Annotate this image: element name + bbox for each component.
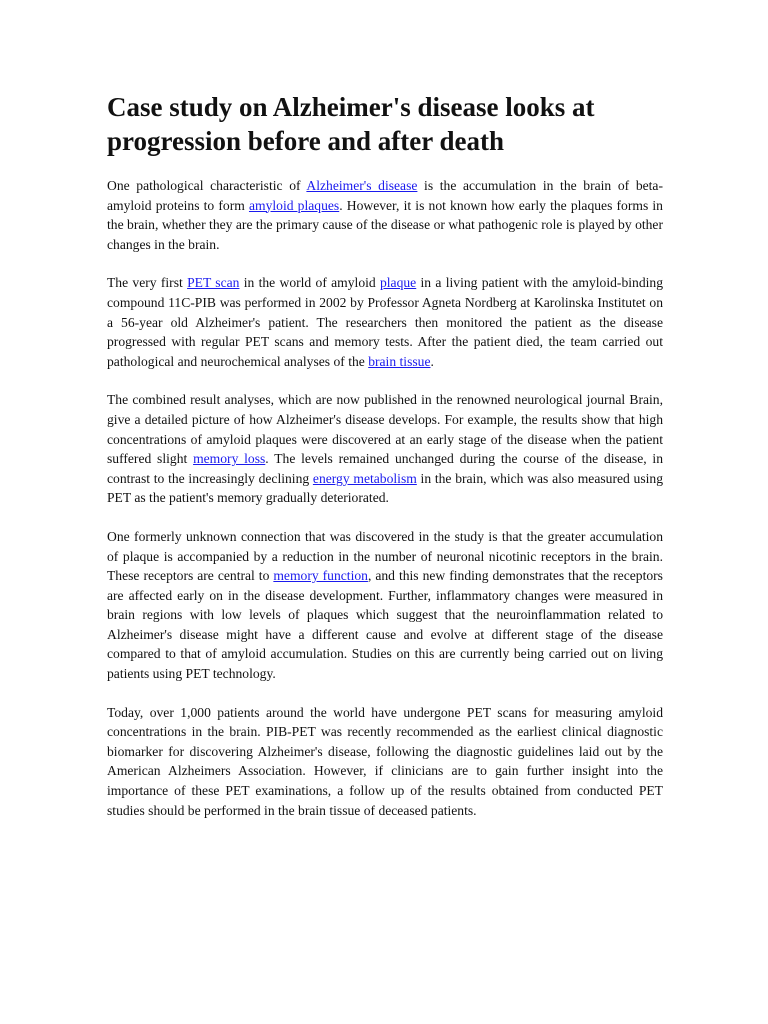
link-amyloid-plaques[interactable]: amyloid plaques <box>248 197 340 213</box>
paragraph-text: . The levels remained unchanged during the course of the disease, in contrast to the increasingly declining <box>107 451 663 486</box>
link-pet-scan[interactable]: PET scan <box>187 275 240 291</box>
paragraph-text: One pathological characteristic of <box>107 178 307 193</box>
paragraph-text: in a living patient with the amyloid-binding compound 11C-PIB was performed in 2002 by Professor Agneta Nordberg at Karolinska Institutet on a 56-year old Alzheimer's patient. The researchers then monitored the patient as the disease progressed with regular PET scans and memory tests. After the patient died, the team carried out pathological and neurochemical analyses of the <box>107 275 663 369</box>
link-memory-function[interactable]: memory function <box>273 568 368 584</box>
paragraph-text: The combined result analyses, which are now published in the renowned neurological journal Brain, give a detailed picture of how Alzheimer's disease develops. For example, the results show that high concentrations of amyloid plaques were discovered at an early stage of the disease when the patient suffered slight <box>107 392 663 467</box>
paragraph-text: Today, over 1,000 patients around the world have undergone PET scans for measuring amyloid concentrations in the brain. PIB-PET was recently recommended as the earliest clinical diagnostic biomarker for discovering Alzheimer's disease, following the diagnostic guidelines laid out by the American Alzheimers Association. However, if clinicians are to gain further insight into the importance of these PET examinations, a follow up of the results obtained from conducted PET studies should be performed in the brain tissue of deceased patients. <box>107 704 663 818</box>
paragraph-text: The very first <box>107 275 188 291</box>
paragraph-text: One formerly unknown connection that was discovered in the study is that the greater accumulation of plaque is accompanied by a reduction in the number of neuronal nicotinic receptors in the brain. These receptors are central to <box>107 528 663 584</box>
document-page <box>107 90 663 839</box>
paragraph-text: . <box>430 353 434 369</box>
paragraph-text: in the brain, which was also measured using PET as the patient's memory gradually deteriorated. <box>107 470 663 506</box>
link-energy-metabolism[interactable]: energy metabolism <box>312 470 417 486</box>
link-alzheimers-disease[interactable]: Alzheimer's disease <box>306 178 418 193</box>
paragraph-5 <box>107 703 663 821</box>
paragraph-1 <box>107 176 663 254</box>
paragraph-4 <box>107 527 663 684</box>
link-memory-loss[interactable]: memory loss <box>193 451 266 467</box>
article-title: Case study on Alzheimer's disease looks at progression before and after death <box>107 92 595 156</box>
paragraph-3 <box>107 390 663 508</box>
paragraph-2 <box>107 273 663 371</box>
paragraph-text: . However, it is not known how early the plaques forms in the brain, whether they are the primary cause of the disease or what pathogenic role is played by other changes in the brain. <box>107 197 663 252</box>
link-brain-tissue[interactable]: brain tissue <box>368 353 431 369</box>
link-plaque[interactable]: plaque <box>379 275 417 291</box>
paragraph-text: in the world of amyloid <box>239 275 380 291</box>
paragraph-text: , and this new finding demonstrates that the receptors are affected early on in the disease development. Further, inflammatory changes were measured in brain regions with low levels of plaques which suggest that the neuroinflammation related to Alzheimer's disease might have a different cause and evolve at different stage of the disease compared to that of amyloid accumulation. Studies on this are currently being carried out on living patients using PET technology. <box>107 568 663 682</box>
paragraph-text: is the accumulation in the brain of beta-amyloid proteins to form <box>107 178 663 213</box>
